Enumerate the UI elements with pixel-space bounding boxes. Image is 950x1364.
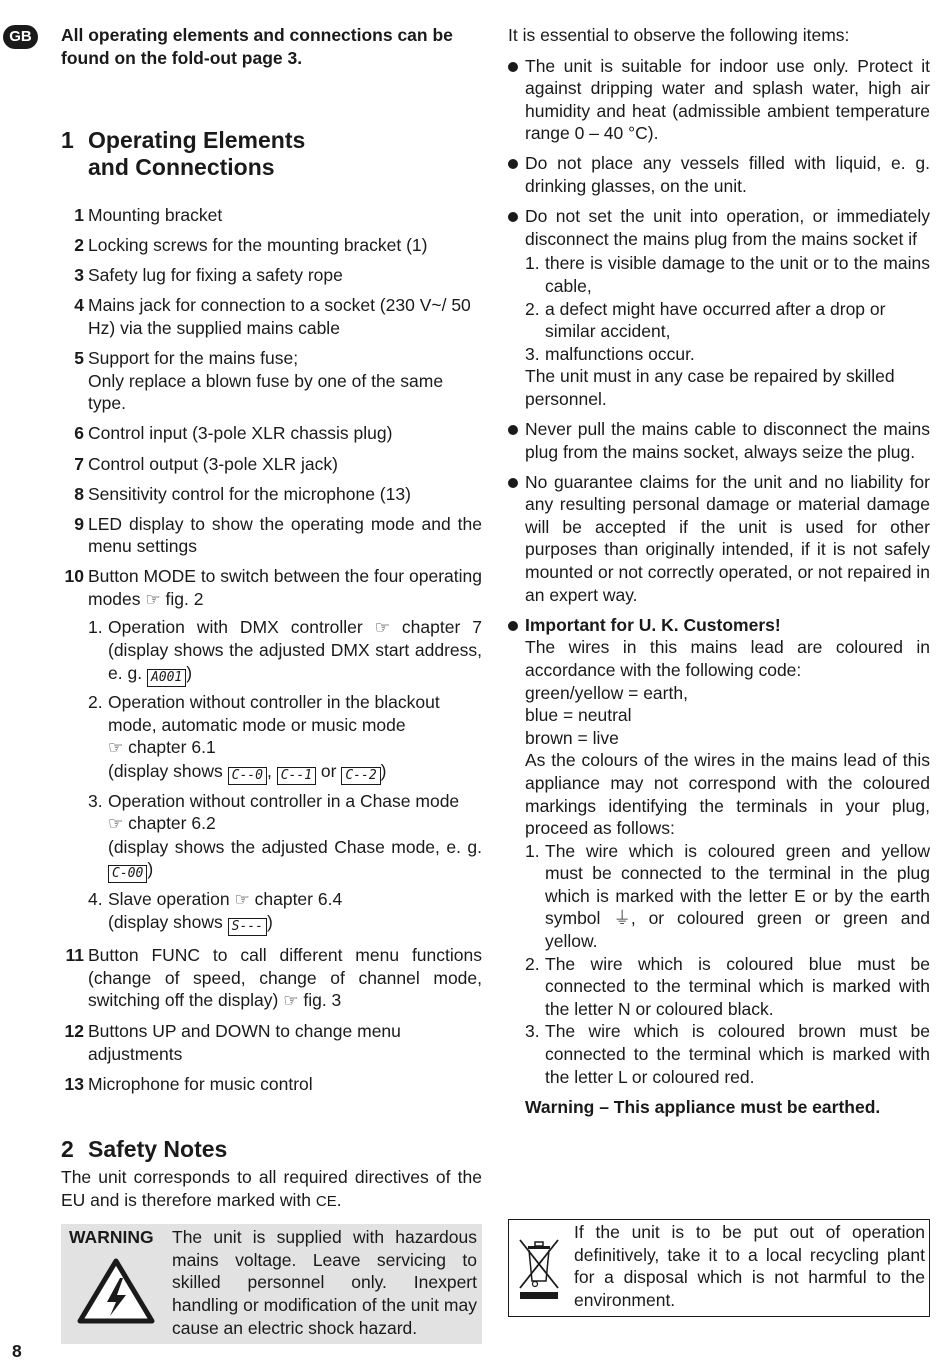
mode-number: 4. — [88, 888, 103, 909]
section-2-text — [61, 1166, 482, 1213]
ce-mark: CE — [315, 1192, 337, 1210]
list-item — [61, 234, 482, 257]
bullet-icon — [508, 62, 518, 72]
bullet-text: The unit is suitable for indoor use only. Protect it against dripping water and splash water, high air humidity and heat (admissible ambient temperature range 0 – 40 °C). — [525, 55, 930, 144]
lcd-display-value: C--2 — [341, 767, 380, 785]
list-item — [61, 347, 482, 415]
separator: , — [266, 761, 272, 782]
bullet-text: Do not place any vessels filled with liquid, e. g. drinking glasses, on the unit. — [525, 153, 930, 197]
earth-symbol-icon: ⏚ — [613, 908, 631, 929]
mode-number: 3. — [88, 790, 103, 811]
chapter-reference: chapter 6.4 — [254, 888, 343, 909]
lcd-display-value: A001 — [147, 669, 186, 687]
elements-list — [61, 204, 482, 1095]
left-column — [61, 24, 482, 1344]
item-number: 3. — [525, 343, 540, 364]
uk-text: As the colours of the wires in the mains lead of this appliance may not correspond with the coloured markings identifying the terminals in your plug, proceed as follows: — [525, 750, 930, 839]
section-1-heading — [61, 127, 482, 180]
section-number: 2 — [61, 1135, 74, 1162]
item-text: The wire which is coloured brown must be connected to the terminal which is marked with the letter L or coloured red. — [545, 1021, 930, 1087]
item-number: 12 — [64, 1021, 84, 1042]
list-item — [61, 294, 482, 339]
item-number: 3. — [525, 1021, 540, 1042]
bullet-text: Never pull the mains cable to disconnect the mains plug from the mains socket, always seize the plug. — [525, 419, 930, 462]
item-text: Safety lug for fixing a safety rope — [88, 265, 343, 286]
item-text: Only replace a blown fuse by one of the same type. — [88, 370, 444, 414]
item-number: 2. — [525, 953, 540, 974]
bullet-item — [508, 614, 930, 1119]
mode-text: Operation without controller in a Chase mode — [108, 790, 460, 811]
item-number: 2. — [525, 298, 540, 319]
item-number: 6 — [74, 423, 84, 444]
mode-item — [88, 691, 482, 785]
bullet-icon — [508, 159, 518, 169]
item-number: 8 — [74, 483, 84, 504]
item-text: Buttons UP and DOWN to change menu adjustments — [88, 1021, 401, 1064]
item-text: a defect might have occurred after a drop or similar accident, — [545, 298, 886, 342]
separator: or — [320, 761, 337, 782]
uk-heading: Important for U. K. Customers! — [525, 614, 781, 635]
closing-paren: ) — [380, 761, 387, 782]
item-text: Locking screws for the mounting bracket (1) — [88, 235, 428, 256]
closing-paren: ) — [186, 662, 193, 683]
item-text: malfunctions occur. — [545, 343, 695, 364]
list-item — [61, 264, 482, 287]
mode-display-text: (display shows the adjusted DMX start address, e. g. — [108, 640, 482, 683]
page-number: 8 — [12, 1341, 22, 1361]
mode-text: Operation with DMX controller — [108, 616, 363, 637]
mode-number: 1. — [88, 616, 103, 637]
bullet-item — [508, 55, 930, 145]
wire-item — [525, 953, 930, 1021]
item-text: Microphone for music control — [88, 1073, 313, 1094]
mode-number: 2. — [88, 692, 103, 713]
warning-text: The unit is supplied with hazardous mains voltage. Leave servicing to skilled personnel only. Inexpert handling or modification of the unit may cause an electric shock hazard. — [172, 1227, 477, 1338]
list-item — [61, 513, 482, 558]
mode-display-text: (display shows — [108, 761, 223, 782]
list-item — [61, 1020, 482, 1065]
damage-item — [525, 343, 930, 366]
damage-list — [525, 252, 930, 365]
list-item — [61, 565, 482, 936]
lcd-display-value: C--0 — [228, 767, 267, 785]
item-text: LED display to show the operating mode and the menu settings — [88, 513, 482, 557]
item-text: there is visible damage to the unit or to the mains cable, — [545, 253, 930, 296]
item-text: Mains jack for connection to a socket (230 V~/ 50 Hz) via the supplied mains cable — [88, 295, 471, 339]
mode-text: Slave operation — [108, 888, 230, 909]
section-title: Safety Notes — [88, 1135, 228, 1162]
wire-item — [525, 840, 930, 953]
bullet-icon — [508, 621, 518, 631]
recycling-text: If the unit is to be put out of operation definitively, take it to a local recycling plant for a disposal which is not harmful to the environment. — [574, 1222, 925, 1310]
bullet-icon — [508, 212, 518, 222]
pointing-hand-icon: ☞ — [374, 617, 390, 637]
item-number: 2 — [74, 235, 84, 256]
item-number: 5 — [74, 348, 84, 369]
safety-list — [508, 55, 930, 1119]
warning-label: WARNING — [69, 1227, 154, 1248]
safety-intro: It is essential to observe the following items: — [508, 25, 850, 45]
list-item — [61, 944, 482, 1013]
lcd-display-value: C-00 — [108, 865, 147, 883]
item-text: Mounting bracket — [88, 205, 223, 226]
lcd-display-value: S--- — [228, 918, 267, 936]
item-text: Button FUNC to call different menu functions (change of speed, change of channel mode, switching off the display) — [88, 944, 482, 1011]
chapter-reference: chapter 6.1 — [128, 737, 216, 758]
wire-instructions — [525, 840, 930, 1089]
item-number: 9 — [74, 513, 84, 534]
lcd-display-value: C--1 — [277, 767, 316, 785]
list-item — [61, 204, 482, 227]
section-title-line2: and Connections — [88, 153, 275, 180]
wire-item — [525, 1020, 930, 1088]
item-number: 11 — [65, 944, 84, 965]
wire-code: green/yellow = earth, — [525, 682, 688, 703]
modes-list — [88, 616, 482, 937]
pointing-hand-icon: ☞ — [108, 738, 124, 758]
list-item — [61, 422, 482, 445]
item-text: Sensitivity control for the microphone (13) — [88, 483, 411, 504]
item-number: 1. — [525, 840, 540, 861]
item-text: , or coloured green or green and yellow. — [545, 908, 930, 952]
item-number: 10 — [64, 566, 84, 587]
bullet-text: The unit must in any case be repaired by skilled personnel. — [525, 366, 895, 409]
wire-code: brown = live — [525, 727, 619, 748]
mode-item — [88, 616, 482, 687]
item-text: The wire which is coloured green and yellow must be connected to the terminal in the plug which is marked with the letter E or by the earth symbol — [545, 840, 930, 929]
warning-box — [61, 1224, 482, 1344]
right-column — [508, 24, 930, 1126]
pointing-hand-icon: ☞ — [234, 889, 250, 909]
item-text: The wire which is coloured blue must be connected to the terminal which is marked with the letter N or coloured black. — [545, 953, 930, 1019]
period: . — [336, 1189, 342, 1210]
electric-shock-warning-icon — [77, 1258, 155, 1324]
item-text: Control input (3-pole XLR chassis plug) — [88, 423, 393, 444]
bullet-item — [508, 471, 930, 607]
mode-item — [88, 888, 482, 937]
closing-paren: ) — [266, 912, 273, 933]
bullet-item — [508, 152, 930, 197]
item-text: Button MODE to switch between the four operating modes — [88, 566, 482, 609]
item-text: Support for the mains fuse; — [88, 348, 299, 369]
crossed-out-bin-icon — [517, 1234, 561, 1304]
intro-text: All operating elements and connections can be found on the fold-out page 3. — [61, 25, 453, 68]
earthing-warning: Warning – This appliance must be earthed. — [525, 1097, 881, 1118]
list-item — [61, 483, 482, 506]
chapter-reference: chapter 7 — [401, 616, 482, 637]
item-number: 4 — [74, 295, 84, 316]
uk-text: The wires in this mains lead are coloured in accordance with the following code: — [525, 637, 930, 680]
section-title-line1: Operating Elements — [88, 127, 306, 154]
item-number: 3 — [74, 265, 84, 286]
mode-text: Operation without controller in the blackout mode, automatic mode or music mode — [108, 692, 440, 735]
language-badge: GB — [3, 25, 38, 49]
item-number: 13 — [64, 1073, 84, 1094]
item-number: 1. — [525, 253, 540, 274]
bullet-text: No guarantee claims for the unit and no liability for any resulting personal damage or material damage will be accepted if the unit is used for other purposes than originally intended, if it is not safely mounted or not correctly operated, or not repaired in an expert way. — [525, 471, 930, 605]
wire-code: blue = neutral — [525, 705, 632, 726]
section-number: 1 — [61, 127, 74, 154]
bullet-icon — [508, 425, 518, 435]
pointing-hand-icon: ☞ — [108, 814, 124, 834]
closing-paren: ) — [147, 859, 154, 880]
recycling-notice — [508, 1219, 930, 1317]
item-text: Control output (3-pole XLR jack) — [88, 453, 338, 474]
item-number: 7 — [74, 453, 84, 474]
ce-statement: The unit corresponds to all required directives of the EU and is therefore marked with — [61, 1167, 482, 1210]
list-item — [61, 1073, 482, 1096]
pointing-hand-icon: ☞ — [283, 991, 299, 1011]
item-number: 1 — [74, 205, 84, 226]
damage-item — [525, 298, 930, 343]
section-2-heading — [61, 1136, 482, 1163]
mode-display-text: (display shows the adjusted Chase mode, e. g. — [108, 836, 482, 857]
damage-item — [525, 252, 930, 297]
chapter-reference: chapter 6.2 — [128, 813, 216, 834]
bullet-item — [508, 418, 930, 463]
bullet-icon — [508, 478, 518, 488]
bullet-text: Do not set the unit into operation, or immediately disconnect the mains plug from the mains socket if — [525, 206, 930, 249]
figure-reference: fig. 2 — [165, 589, 204, 609]
figure-reference: fig. 3 — [303, 990, 342, 1011]
bullet-item — [508, 205, 930, 410]
mode-display-text: (display shows — [108, 912, 223, 933]
pointing-hand-icon: ☞ — [145, 590, 161, 609]
list-item — [61, 453, 482, 476]
mode-item — [88, 790, 482, 884]
